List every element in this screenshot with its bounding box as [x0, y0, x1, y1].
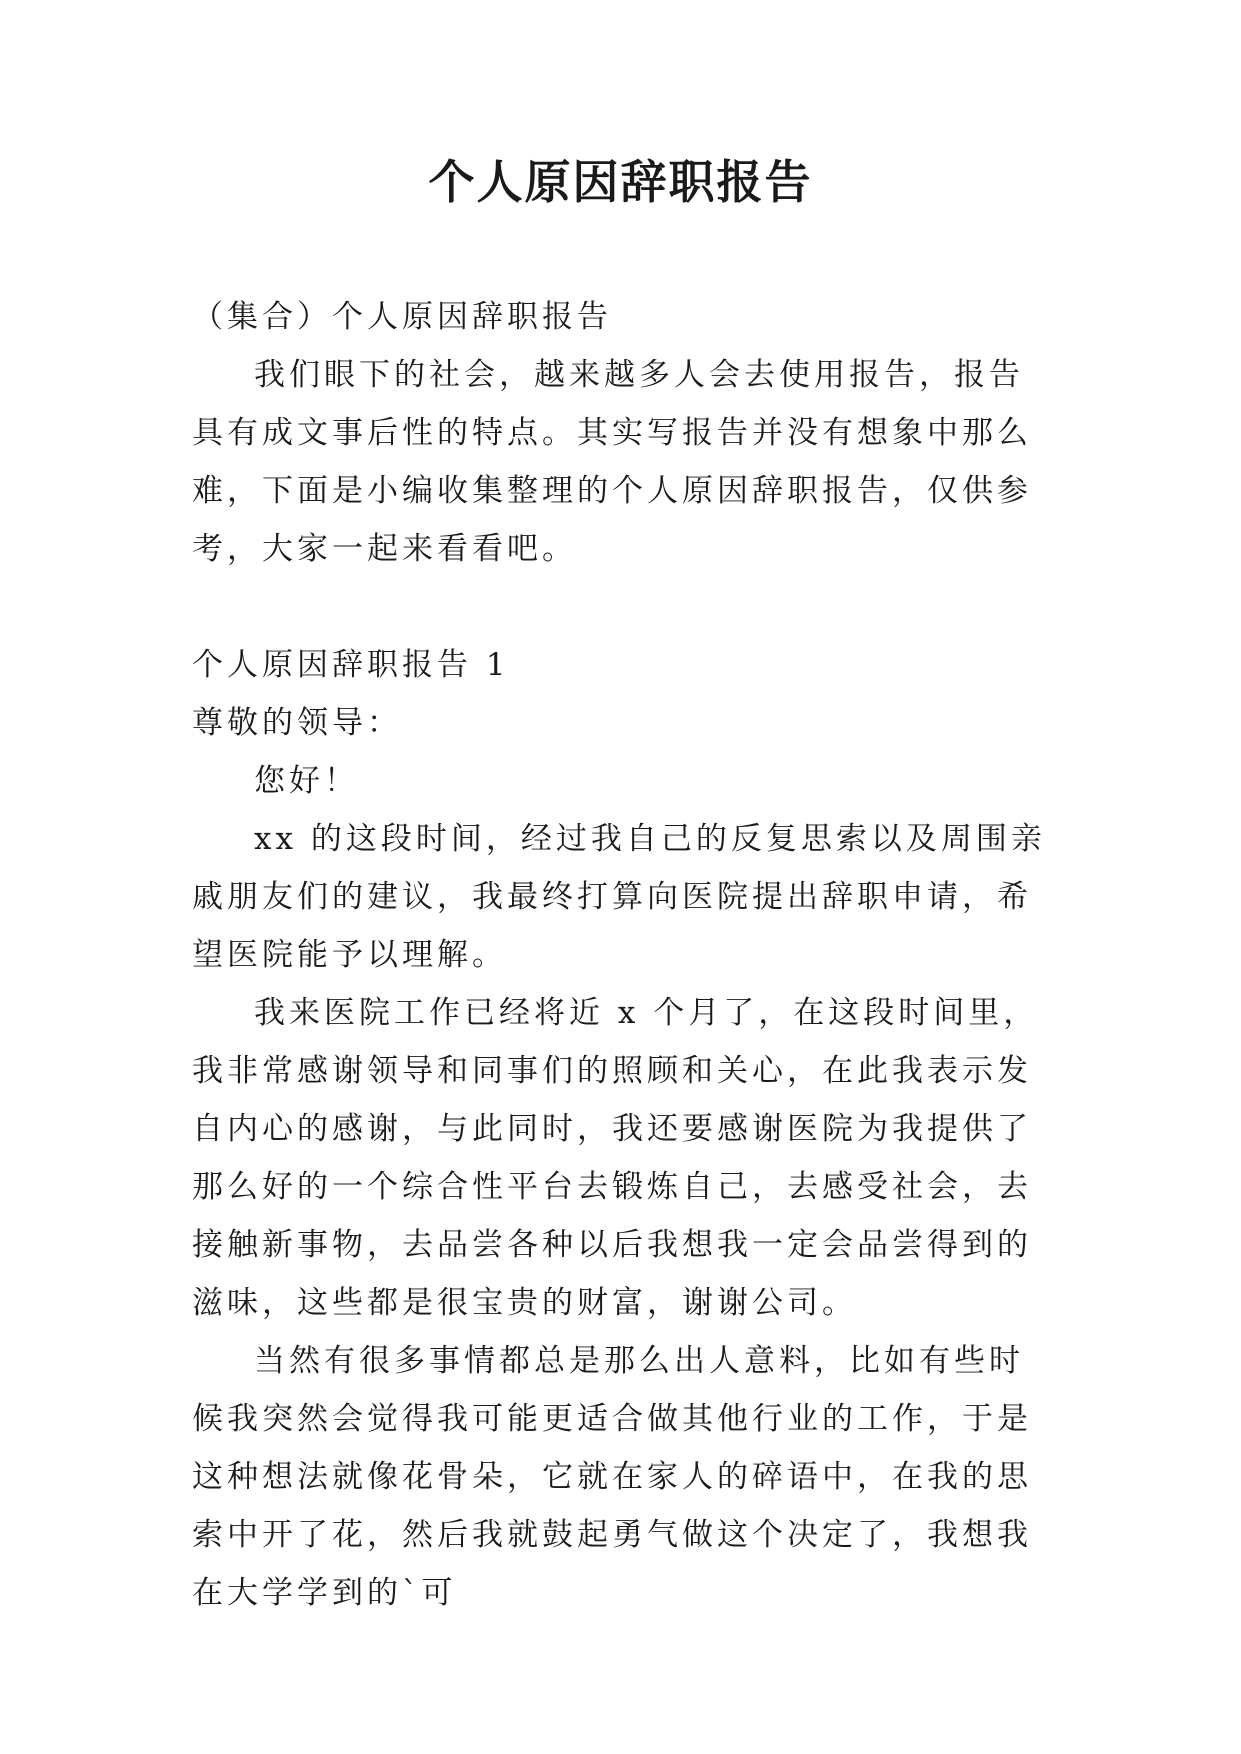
document-title: 个人原因辞职报告	[428, 155, 813, 209]
salutation: 尊敬的领导：	[192, 705, 402, 741]
document-subtitle: （集合）个人原因辞职报告	[192, 299, 612, 335]
body-paragraph-1: xx 的这段时间，经过我自己的反复思索以及周围亲戚朋友们的建议，我最终打算向医院提出辞职申请，希望医院能予以理解。	[192, 821, 1046, 973]
greeting: 您好！	[254, 763, 359, 799]
body-paragraph-3: 当然有很多事情都总是那么出人意料，比如有些时候我突然会觉得我可能更适合做其他行业的工作，于是这种想法就像花骨朵，它就在家人的碎语中，在我的思索中开了花，然后我就鼓起勇气做这个决定了，我想我在大学学到的`可	[192, 1343, 1032, 1611]
body-paragraph-2: 我来医院工作已经将近 x 个月了，在这段时间里，我非常感谢领导和同事们的照顾和关心，在此我表示发自内心的感谢，与此同时，我还要感谢医院为我提供了那么好的一个综合性平台去锻炼自己，去感受社会，去接触新事物，去品尝各种以后我想我一定会品尝得到的滋味，这些都是很宝贵的财富，谢谢公司。	[192, 995, 1039, 1321]
section-heading: 个人原因辞职报告 1	[192, 647, 510, 683]
paragraph-spacer	[192, 578, 1052, 636]
intro-paragraph: 我们眼下的社会，越来越多人会去使用报告，报告具有成文事后性的特点。其实写报告并没有想象中那么难，下面是小编收集整理的个人原因辞职报告，仅供参考，大家一起来看看吧。	[192, 357, 1032, 567]
document-body	[192, 288, 1052, 1622]
